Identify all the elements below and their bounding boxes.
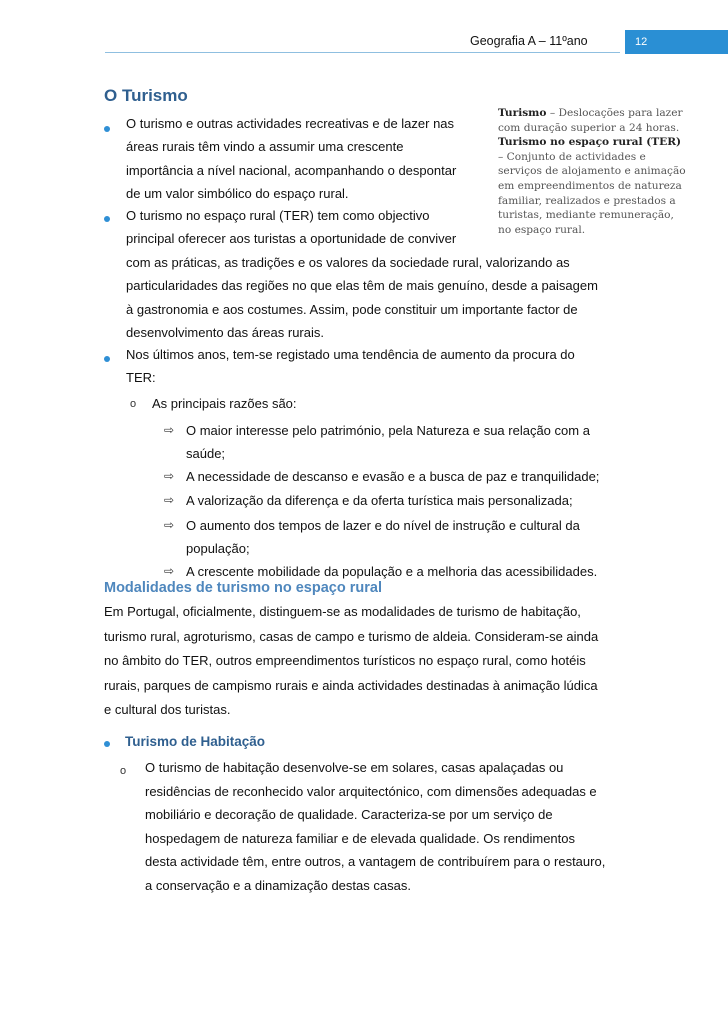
text-line: O turismo de habitação desenvolve-se em solares, casas apalaçadas ou [145,760,564,775]
text-line: A necessidade de descanso e evasão e a busca de paz e tranquilidade; [186,469,600,484]
section-heading: Modalidades de turismo no espaço rural [104,580,382,596]
paragraph-tourism-intro [126,112,483,206]
text-line: turismo rural, agroturismo, casas de campo e turismo de aldeia. Consideram-se ainda [104,628,599,644]
text-line: residências de reconhecido valor arquitectónico, com dimensões adequadas e [145,783,597,799]
text-line: A valorização da diferença e da oferta turística mais personalizada; [186,493,573,508]
sub-heading: Turismo de Habitação [125,734,266,749]
definition-term: Turismo [498,107,547,119]
reason-item [186,465,624,488]
text-line: importância a nível nacional, acompanhando o despontar [126,162,457,178]
text-line: Nos últimos anos, tem-se registado uma tendência de aumento da procura do [126,347,575,362]
bullet-icon [104,216,110,222]
bullet-icon [104,356,110,362]
sub-bullet-icon: o [120,765,127,777]
definition-text: – Conjunto de actividades e serviços de alojamento e animação em empreendimentos de natureza familiar, realizados e prestados a turistas, mediante remuneração, no espaço rural. [498,150,686,236]
arrow-right-icon: ⇨ [164,518,175,532]
text-line: com as práticas, as tradições e os valores da sociedade rural, valorizando as [126,254,570,270]
text-line: desta actividade têm, entre outros, a vantagem de contribuírem para o restauro, [145,854,606,870]
text-line: de um valor simbólico do espaço rural. [126,186,349,202]
text-line: desenvolvimento das áreas rurais. [126,325,324,341]
text-line: principal oferecer aos turistas a oportunidade de conviver [126,231,457,247]
text-line: As principais razões são: [152,396,297,411]
text-line: TER: [126,370,156,386]
page-number-badge: 12 [625,30,728,54]
text-line: particularidades das regiões no que elas têm de mais genuíno, desde a paisagem [126,278,598,294]
arrow-right-icon: ⇨ [164,493,175,507]
definition-term: Turismo no espaço rural (TER) [498,136,682,149]
text-line: A crescente mobilidade da população e a melhoria das acessibilidades. [186,564,598,579]
page-title: O Turismo [104,86,188,105]
text-line: saúde; [186,446,226,462]
arrow-right-icon: ⇨ [164,469,175,483]
text-line: O aumento dos tempos de lazer e do nível de instrução e cultural da [186,518,580,533]
text-line: à gastronomia e aos costumes. Assim, pode constituir um importante factor de [126,301,578,317]
reason-item [186,489,624,512]
text-line: O turismo e outras actividades recreativas e de lazer nas [126,116,455,131]
text-line: Em Portugal, oficialmente, distinguem-se as modalidades de turismo de habitação, [104,604,581,619]
bullet-icon [104,741,110,747]
text-line: O turismo no espaço rural (TER) tem como objectivo [126,208,430,223]
text-line: rurais, parques de campismo rurais e ainda actividades destinadas à animação lúdica [104,677,598,693]
text-line: mobiliário e decoração de qualidade. Caracteriza-se por um serviço de [145,807,553,823]
reason-item [186,514,624,561]
text-line: áreas rurais têm vindo a assumir uma crescente [126,139,404,155]
text-line: e cultural dos turistas. [104,702,231,717]
text-line: hospedagem de natureza familiar e de elevada qualidade. Os rendimentos [145,830,575,846]
paragraph-modalities [104,600,624,723]
text-line: O maior interesse pelo património, pela Natureza e sua relação com a [186,423,590,438]
reason-item [186,419,624,466]
text-line: a conservação e a dinamização destas casas. [145,877,411,893]
bullet-icon [104,126,110,132]
header-title: Geografia A – 11ºano [470,34,588,48]
header-divider [105,52,620,53]
paragraph-habitacao [145,756,624,898]
arrow-right-icon: ⇨ [164,423,175,437]
definition-text: – Deslocações para lazer com duração superior a 24 horas. [498,107,683,134]
paragraph-demand-trend [126,343,624,390]
sub-bullet-icon: o [130,398,137,410]
text-line: população; [186,541,250,557]
text-line: no âmbito do TER, outros empreendimentos turísticos no espaço rural, como hotéis [104,653,586,668]
reasons-intro [152,392,612,415]
paragraph-ter-objective [126,204,624,344]
arrow-right-icon: ⇨ [164,564,175,578]
